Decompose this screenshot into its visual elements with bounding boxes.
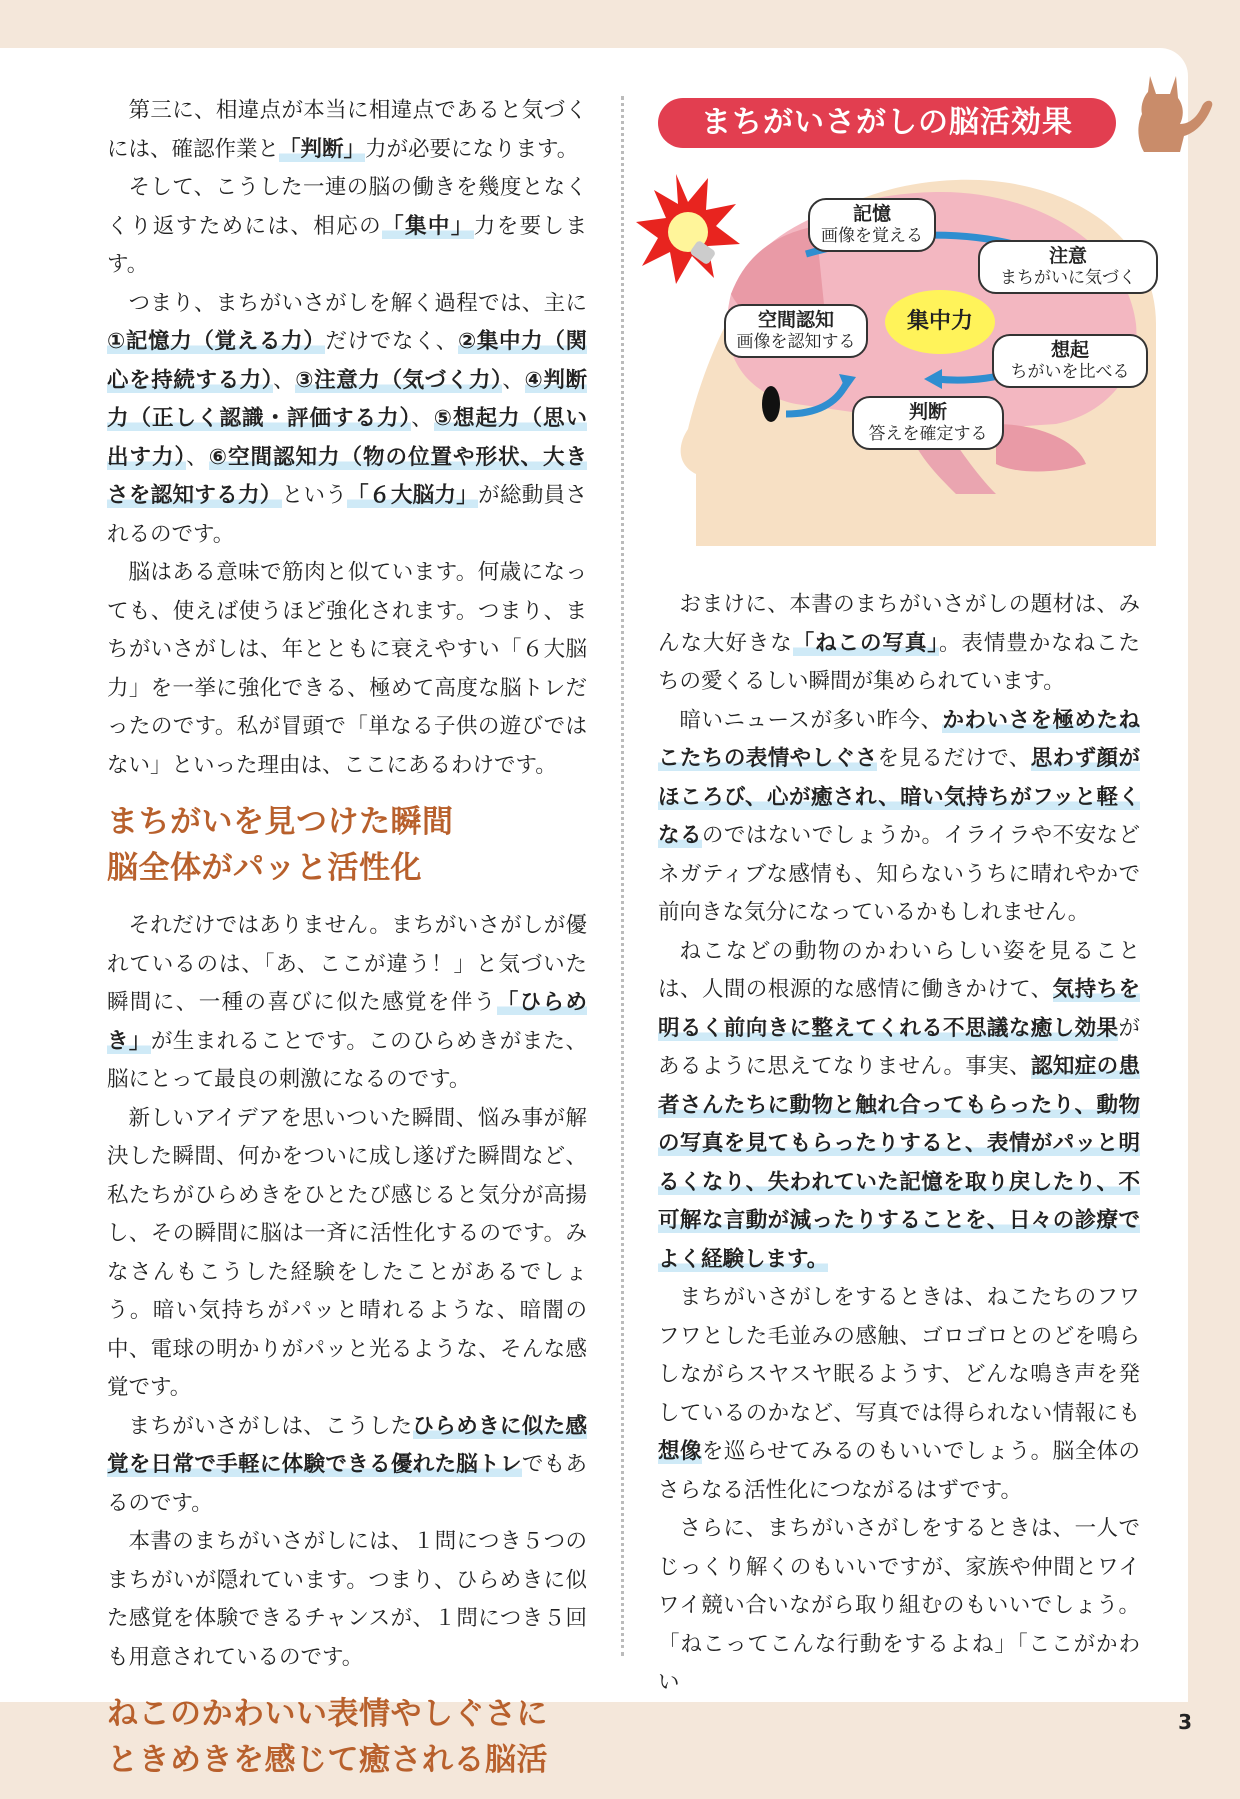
column-divider <box>621 96 624 1656</box>
left-paragraph-8: 本書のまちがいさがしには、１問につき５つのまちがいが隠れています。つまり、ひらめきに似た感覚を体験できるチャンスが、１問につき５回も用意されているのです。 <box>107 1529 587 1670</box>
left-paragraph-7: まちがいさがしは、こうしたひらめきに似た感覚を日常で手軽に体験できる優れた脳トレでもあるのです。 <box>107 1413 587 1516</box>
left-paragraph-2: そして、こうした一連の脳の働きを幾度となくくり返すためには、相応の「集中」力を要します。 <box>107 175 587 277</box>
bubble-judgment: 判断 答えを確定する <box>852 396 1004 450</box>
eye-icon <box>762 386 780 422</box>
cat-silhouette-icon <box>1128 66 1218 156</box>
section-heading-2: ねこのかわいい表情やしぐさに ときめきを感じて癒される脳活 <box>107 1696 548 1778</box>
figure-title: まちがいさがしの脳活効果 <box>658 98 1116 148</box>
left-paragraph-4: 脳はある意味で筋肉と似ています。何歳になっても、使えば使うほど強化されます。つまり、まちがいさがしは、年とともに衰えやすい「６大脳力」を一挙に強化できる、極めて高度な脳トレだったのです。私が冒頭で「単なる子供の遊びではない」といった理由は、ここにあるわけです。 <box>107 560 587 778</box>
bubble-attention: 注意 まちがいに気づく <box>978 240 1158 294</box>
left-paragraph-1: 第三に、相違点が本当に相違点であると気づくには、確認作業と「判断」力が必要になります。 <box>107 98 587 162</box>
right-paragraph-3: ねこなどの動物のかわいらしい姿を見ることは、人間の根源的な感情に働きかけて、気持ちを明るく前向きに整えてくれる不思議な癒し効果があるように思えてなりません。事実、認知症の患者さんたちに動物と触れ合ってもらったり、動物の写真を見てもらったりすると、表情がパッと明るくなり、失われていた記憶を取り戻したり、不可解な言動が減ったりすることを、日々の診療でよく経験します。 <box>658 938 1140 1272</box>
left-paragraph-3: つまり、まちがいさがしを解く過程では、主に①記憶力（覚える力）だけでなく、②集中力（関心を持続する力）、③注意力（気づく力）、④判断力（正しく認識・評価する力）、⑤想起力（思い出す力）、⑥空間認知力（物の位置や形状、大きさを認知する力）という「６大脳力」が総動員されるのです。 <box>107 290 587 547</box>
right-paragraph-1: おまけに、本書のまちがいさがしの題材は、みんな大好きな「ねこの写真」。表情豊かなねこたちの愛くるしい瞬間が集められています。 <box>658 592 1140 694</box>
bubble-recall: 想起 ちがいを比べる <box>992 334 1148 388</box>
right-column <box>658 586 1140 1703</box>
brain-figure <box>636 174 1156 554</box>
right-paragraph-4: まちがいさがしをするときは、ねこたちのフワフワとした毛並みの感触、ゴロゴロとのどを鳴らしながらスヤスヤ眠るようす、どんな鳴き声を発しているのかなど、写真では得られない情報にも想像を巡らせてみるのもいいでしょう。脳全体のさらなる活性化につながるはずです。 <box>658 1285 1140 1503</box>
left-paragraph-5: それだけではありません。まちがいさがしが優れているのは、「あ、ここが違う！」と気づいた瞬間に、一種の喜びに似た感覚を伴う「ひらめき」が生まれることです。このひらめきがまた、脳にとって最良の刺激になるのです。 <box>107 913 587 1092</box>
section-heading-1: まちがいを見つけた瞬間 脳全体がパッと活性化 <box>107 804 454 886</box>
bubble-spatial: 空間認知 画像を認知する <box>724 304 868 358</box>
lightbulb-icon <box>636 174 740 284</box>
right-paragraph-5: さらに、まちがいさがしをするときは、一人でじっくり解くのもいいですが、家族や仲間とワイワイ競い合いながら取り組むのもいいでしょう。「ねこってこんな行動をするよね」「ここがかわい <box>658 1516 1140 1695</box>
right-paragraph-2: 暗いニュースが多い昨今、かわいさを極めたねこたちの表情やしぐさを見るだけで、思わず顔がほころび、心が癒され、暗い気持ちがフッと軽くなるのではないでしょうか。イライラや不安などネガティブな感情も、知らないうちに晴れやかで前向きな気分になっているかもしれません。 <box>658 707 1140 925</box>
center-label: 集中力 <box>885 290 995 354</box>
left-paragraph-6: 新しいアイデアを思いついた瞬間、悩み事が解決した瞬間、何かをついに成し遂げた瞬間など、私たちがひらめきをひとたび感じると気分が高揚し、その瞬間に脳は一斉に活性化するのです。みなさんもこうした経験をしたことがあるでしょう。暗い気持ちがパッと晴れるような、暗闇の中、電球の明かりがパッと光るような、そんな感覚です。 <box>107 1105 587 1400</box>
left-column <box>107 92 587 1799</box>
bubble-memory: 記憶 画像を覚える <box>808 198 936 252</box>
page-number: 3 <box>1178 1710 1192 1734</box>
